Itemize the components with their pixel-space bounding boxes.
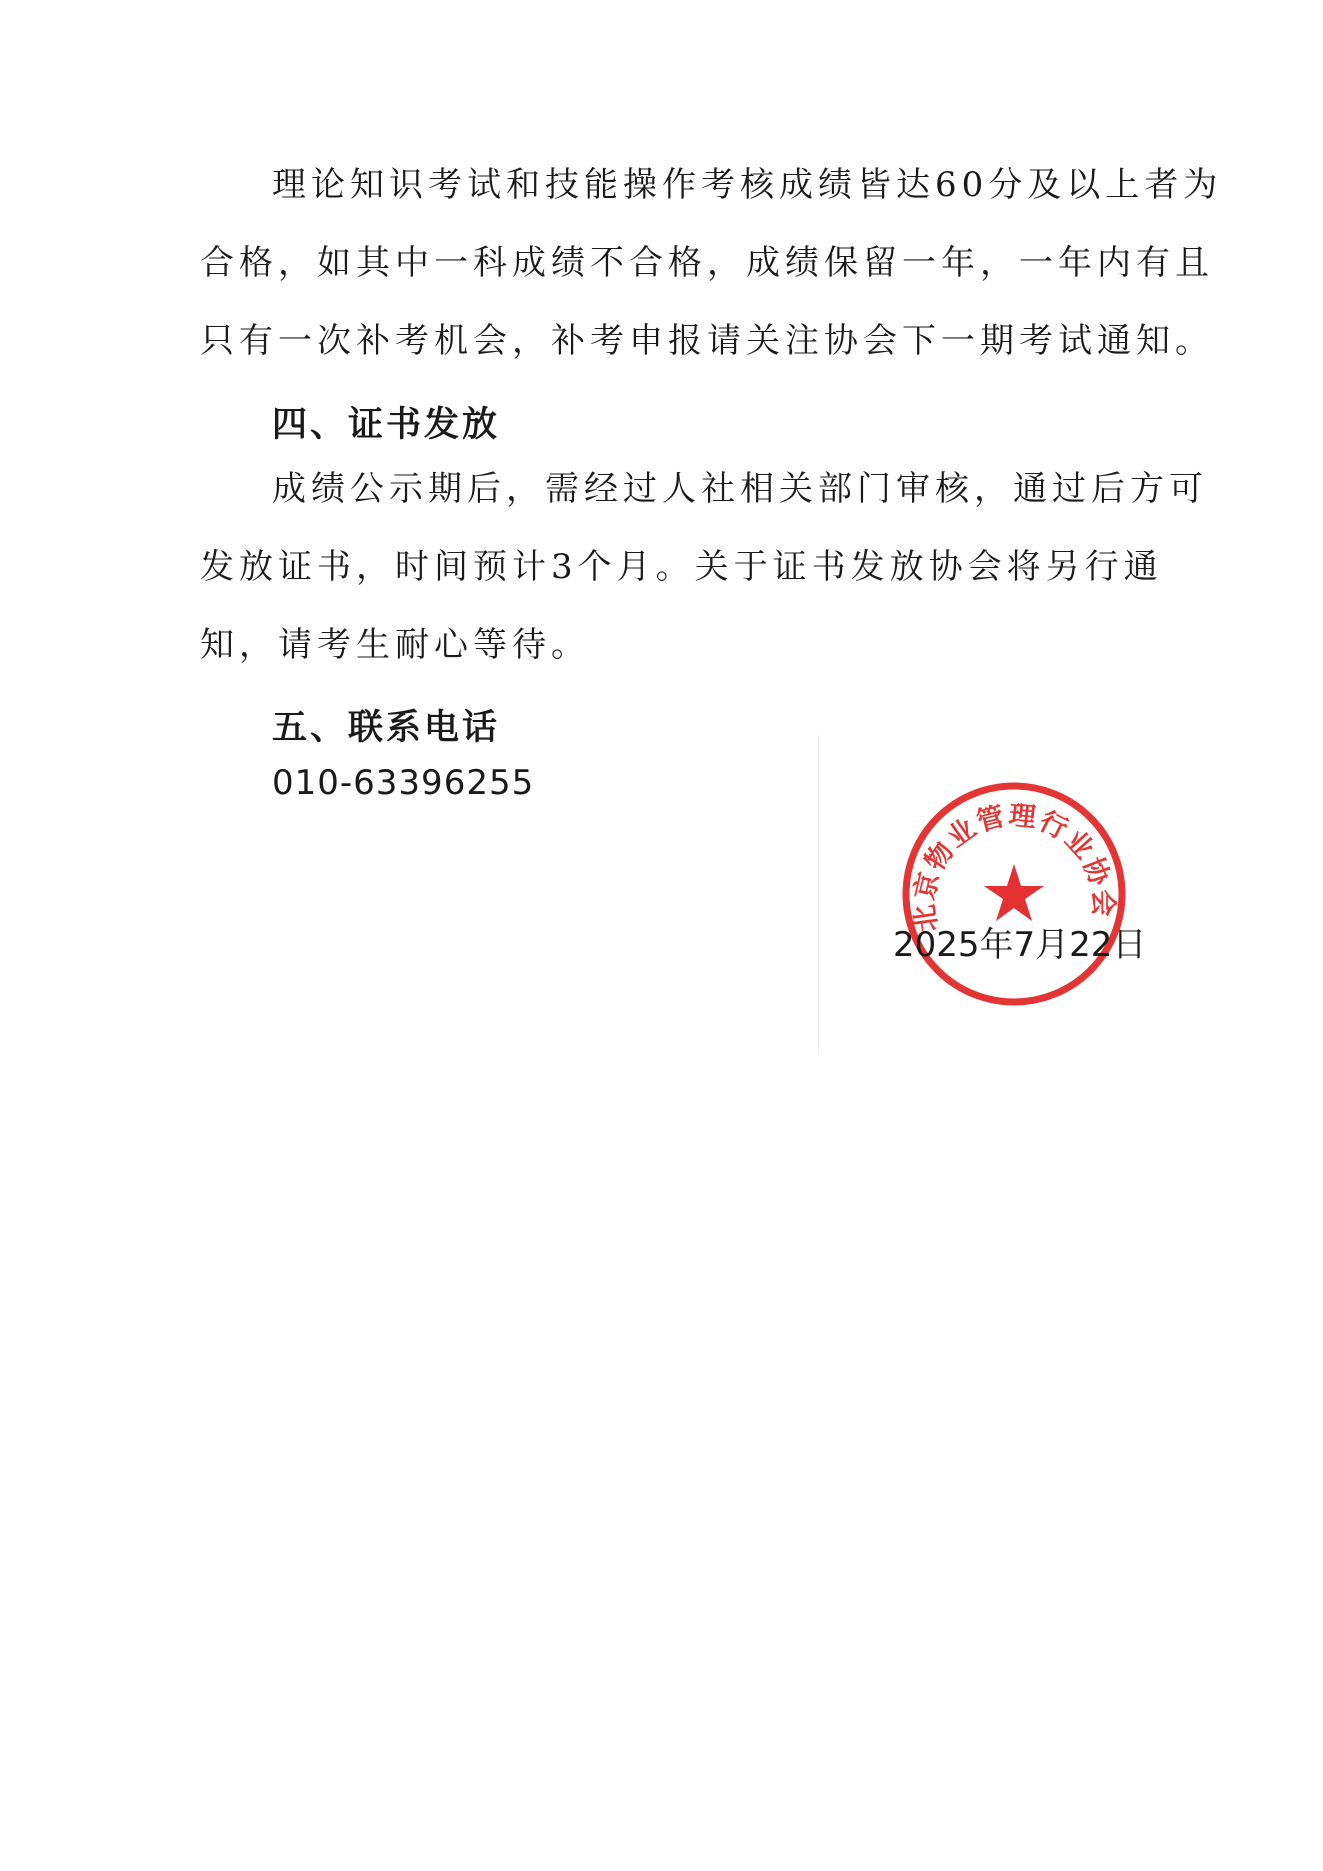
seal-text: 北京物业管理行业协会 [908, 800, 1119, 934]
section4-paragraph-text: 成绩公示期后，需经过人社相关部门审核，通过后方可发放证书，时间预计3个月。关于证书发放协会将另行通知，请考生耐心等待。 [200, 469, 1208, 665]
section3-paragraph [200, 146, 1230, 380]
section5-heading: 五、联系电话 [272, 708, 501, 748]
official-seal-stamp [900, 780, 1128, 1008]
contact-phone: 010-63396255 [272, 763, 535, 803]
section4-paragraph [200, 450, 1230, 684]
seal-star-icon [984, 864, 1044, 921]
document-date: 2025年7月22日 [893, 925, 1147, 965]
fold-line [818, 735, 819, 1055]
section3-paragraph-text: 理论知识考试和技能操作考核成绩皆达60分及以上者为合格，如其中一科成绩不合格，成绩保留一年，一年内有且只有一次补考机会，补考申报请关注协会下一期考试通知。 [200, 165, 1223, 361]
section4-heading: 四、证书发放 [272, 405, 501, 445]
